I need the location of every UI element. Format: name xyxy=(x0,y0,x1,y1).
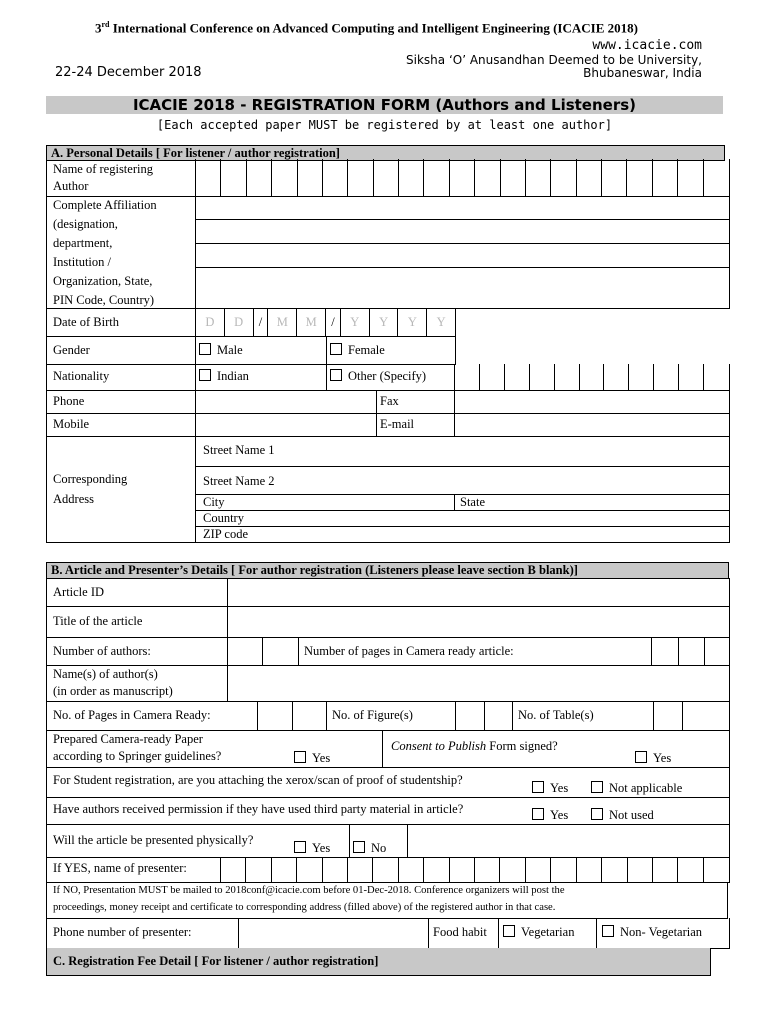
nationality-specify-grid[interactable] xyxy=(454,364,728,390)
phone-row xyxy=(46,390,730,414)
mobile-label: Mobile xyxy=(53,417,90,431)
student-row xyxy=(46,767,730,798)
affiliation-input-4[interactable] xyxy=(196,268,729,306)
num-tables-input[interactable] xyxy=(653,701,729,730)
num-authors-label: Number of authors: xyxy=(53,644,151,658)
country-input[interactable]: Country xyxy=(196,511,729,527)
article-id-input[interactable] xyxy=(227,578,729,606)
venue-line-1: Siksha ‘O’ Anusandhan Deemed to be University, xyxy=(406,53,702,67)
vegetarian-checkbox[interactable] xyxy=(503,925,515,937)
dob-row xyxy=(46,308,729,337)
num-pages-camera-label: Number of pages in Camera ready article: xyxy=(304,644,514,658)
food-habit-label: Food habit xyxy=(433,925,487,939)
mobile-input[interactable] xyxy=(195,413,377,436)
gender-male-option[interactable]: Male xyxy=(199,343,243,358)
num-tables-label: No. of Table(s) xyxy=(518,708,594,722)
form-title: ICACIE 2018 - REGISTRATION FORM (Authors and Listeners) xyxy=(46,96,723,114)
affiliation-row: Complete Affiliation (designation, department, Institution / Organization, State, PIN Code, Country) xyxy=(46,196,730,309)
article-title-label: Title of the article xyxy=(53,614,143,628)
author-names-label: Name(s) of author(s) xyxy=(53,667,158,681)
prepared-yes-checkbox[interactable] xyxy=(294,751,306,763)
author-names-input[interactable] xyxy=(227,665,729,701)
email-input[interactable] xyxy=(454,413,729,436)
name-label: Name of registering xyxy=(53,162,153,176)
present-no-option[interactable]: No xyxy=(353,841,386,856)
gender-female-option[interactable]: Female xyxy=(330,343,385,358)
present-yes-checkbox[interactable] xyxy=(294,841,306,853)
fax-label: Fax xyxy=(380,394,399,408)
consent-yes-checkbox[interactable] xyxy=(635,751,647,763)
phone-input[interactable] xyxy=(195,390,377,413)
presenter-phone-row xyxy=(46,918,730,949)
gender-male-checkbox[interactable] xyxy=(199,343,211,355)
conference-title: 3rd International Conference on Advanced Computing and Intelligent Engineering (ICACIE 2018) xyxy=(95,20,638,36)
nationality-other-option[interactable]: Other (Specify) xyxy=(330,369,426,384)
nationality-other-checkbox[interactable] xyxy=(330,369,342,381)
student-yes-option[interactable]: Yes xyxy=(532,781,568,796)
num-pages-camera-input[interactable] xyxy=(651,637,729,665)
name-input-grid[interactable] xyxy=(195,159,728,196)
zip-input[interactable]: ZIP code xyxy=(203,527,249,541)
affiliation-input-3[interactable] xyxy=(196,244,729,268)
prepared-row: Prepared Camera-ready Paper according to Springer guidelines? Yes Consent to Publish Form signed? Yes xyxy=(46,730,730,768)
permission-notused-option[interactable]: Not used xyxy=(591,808,654,823)
consent-label: Consent to Publish Form signed? xyxy=(391,739,558,753)
nationality-row xyxy=(46,364,730,391)
dob-input[interactable]: D D / M M / Y Y Y Y xyxy=(195,308,456,337)
num-figures-input[interactable] xyxy=(455,701,513,730)
website: www.icacie.com xyxy=(592,38,702,53)
presenter-name-label: If YES, name of presenter: xyxy=(53,861,187,875)
section-a-heading: A. Personal Details [ For listener / author registration] xyxy=(46,145,725,161)
street-1-input[interactable]: Street Name 1 xyxy=(196,436,729,467)
gender-row xyxy=(46,337,456,365)
article-id-label: Article ID xyxy=(53,585,105,599)
address-label: Corresponding xyxy=(53,472,128,486)
conference-dates: 22-24 December 2018 xyxy=(55,65,202,80)
form-subtitle: [Each accepted paper MUST be registered by at least one author] xyxy=(156,118,613,132)
prepared-label: Prepared Camera-ready Paper xyxy=(53,732,203,746)
fax-input[interactable] xyxy=(454,390,729,413)
student-question: For Student registration, are you attaching the xerox/scan of proof of studentship? xyxy=(53,773,463,787)
article-title-input[interactable] xyxy=(227,606,729,637)
presenter-phone-label: Phone number of presenter: xyxy=(53,925,192,939)
authors-count-row xyxy=(46,637,730,666)
phone-label: Phone xyxy=(53,394,85,408)
section-b-heading: B. Article and Presenter’s Details [ For author registration (Listeners please leave section B blank)] xyxy=(46,562,729,579)
num-authors-input[interactable] xyxy=(227,637,299,665)
pages-camera-ready-input[interactable] xyxy=(257,701,327,730)
mobile-row xyxy=(46,413,730,437)
consent-yes-option[interactable]: Yes xyxy=(635,751,671,766)
presentation-note: If NO, Presentation MUST be mailed to 2018conf@icacie.com before 01-Dec-2018. Conference organizers will post the proceedings, money receipt and certificate to corresponding address (filled above) of the registered author in that case. xyxy=(46,882,728,919)
gender-label: Gender xyxy=(53,343,90,357)
pages-camera-ready-label: No. of Pages in Camera Ready: xyxy=(53,708,211,722)
affiliation-input-1[interactable] xyxy=(196,196,729,220)
permission-yes-checkbox[interactable] xyxy=(532,808,544,820)
permission-notused-checkbox[interactable] xyxy=(591,808,603,820)
present-row xyxy=(46,824,730,858)
permission-row xyxy=(46,797,730,825)
nationality-label: Nationality xyxy=(53,369,110,383)
vegetarian-option[interactable]: Vegetarian xyxy=(503,925,574,940)
article-id-row xyxy=(46,578,730,607)
dob-label: Date of Birth xyxy=(53,315,119,329)
student-na-option[interactable]: Not applicable xyxy=(591,781,682,796)
presenter-phone-input[interactable] xyxy=(238,918,429,948)
address-block: Corresponding Address Street Name 1 Street Name 2 City State Country ZIP code xyxy=(46,436,730,543)
name-row: Name of registering Author xyxy=(46,159,730,197)
non-vegetarian-option[interactable]: Non- Vegetarian xyxy=(602,925,702,940)
section-c-heading: C. Registration Fee Detail [ For listener / author registration] xyxy=(46,948,711,976)
present-question: Will the article be presented physically? xyxy=(53,833,254,847)
present-no-checkbox[interactable] xyxy=(353,841,365,853)
email-label: E-mail xyxy=(380,417,415,431)
article-title-row xyxy=(46,606,730,638)
presenter-name-row xyxy=(46,857,730,883)
city-input[interactable]: City xyxy=(196,495,455,510)
venue-line-2: Bhubaneswar, India xyxy=(583,66,702,80)
affiliation-label: Complete Affiliation xyxy=(53,198,157,212)
permission-yes-option[interactable]: Yes xyxy=(532,808,568,823)
state-input[interactable]: State xyxy=(460,495,485,509)
author-names-row: Name(s) of author(s) (in order as manuscript) xyxy=(46,665,730,702)
num-figures-label: No. of Figure(s) xyxy=(332,708,413,722)
nationality-indian-option[interactable]: Indian xyxy=(199,369,249,384)
affiliation-input-2[interactable] xyxy=(196,220,729,244)
prepared-yes-option[interactable]: Yes xyxy=(294,751,330,766)
student-na-checkbox[interactable] xyxy=(591,781,603,793)
present-yes-option[interactable]: Yes xyxy=(294,841,330,856)
non-vegetarian-checkbox[interactable] xyxy=(602,925,614,937)
student-yes-checkbox[interactable] xyxy=(532,781,544,793)
street-2-input[interactable]: Street Name 2 xyxy=(196,467,729,495)
gender-female-checkbox[interactable] xyxy=(330,343,342,355)
presenter-name-grid[interactable] xyxy=(220,857,728,882)
nationality-indian-checkbox[interactable] xyxy=(199,369,211,381)
counts-row xyxy=(46,701,730,731)
permission-question: Have authors received permission if they have used third party material in article? xyxy=(53,802,464,816)
